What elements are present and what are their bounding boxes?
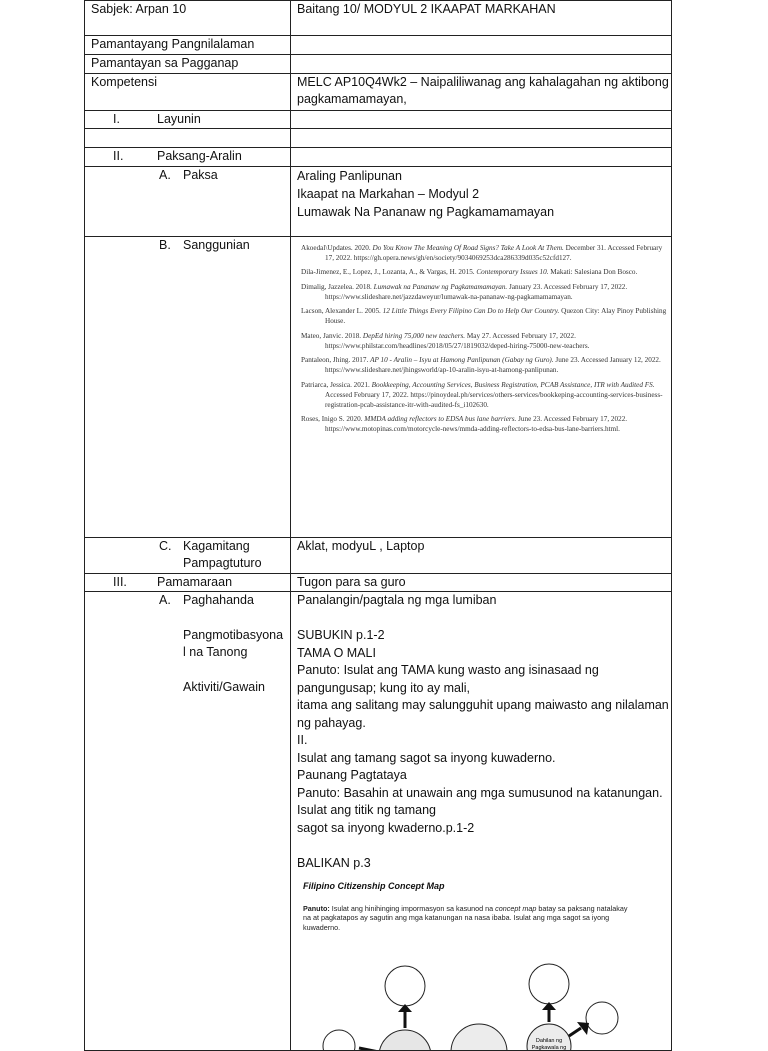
concept-node-label: Dahilan ng — [535, 1038, 563, 1044]
pamantayang-pangnilalaman-label: Pamantayang Pangnilalaman — [91, 37, 255, 51]
grade-module-label: Baitang 10/ MODYUL 2 IKAAPAT MARKAHAN — [297, 2, 556, 16]
paksang-aralin-value — [291, 148, 672, 167]
kagamitan-value-cell — [291, 537, 672, 573]
paksa-line: Araling Panlipunan — [297, 168, 402, 183]
layunin-number: I. — [113, 111, 120, 126]
concept-node-circle — [385, 966, 425, 1006]
paksa-line: Lumawak Na Pananaw ng Pagkamamamayan — [297, 204, 555, 219]
pamantayang-pangnilalaman-cell — [85, 36, 291, 55]
proc-line: Isulat ang tamang sagot sa inyong kuwaderno. — [297, 750, 556, 765]
paksa-cell — [85, 166, 291, 236]
kagamitan-label-1: Kagamitang — [183, 538, 250, 553]
paghahanda-cell — [85, 592, 291, 1051]
motibasyon-label-1: Pangmotibasyona — [183, 627, 284, 642]
proc-line: Panuto: Basahin at unawain ang mga sumusunod na katanungan. — [297, 785, 663, 800]
kompetensi-value-cell — [291, 73, 672, 110]
proc-line: sagot sa inyong kwaderno.p.1-2 — [297, 820, 475, 835]
kagamitan-label-2: Pampagtuturo — [183, 556, 262, 570]
sanggunian-letter: B. — [159, 237, 171, 252]
sanggunian-cell — [85, 236, 291, 537]
connector-arrow — [359, 1048, 379, 1050]
paksa-value-cell — [291, 166, 672, 236]
reference-entry: Dila-Jimenez, E., Lopez, J., Lozanta, A., & Vargas, H. 2015. Contemporary Issues 10. Makati: Salesiana Don Bosco. — [301, 268, 638, 276]
motibasyon-label-2: l na Tanong — [183, 645, 248, 659]
reference-entry: Akoedal\Updates. 2020. Do You Know The Meaning Of Road Signs? Take A Look At Them. December 31. Accessed February 17, 2022. https://gh.opera.news/gh/en/society/9034069253dca286339d035c52cfd127. — [301, 243, 663, 262]
proc-line: Panalangin/pagtala ng mga lumiban — [297, 593, 497, 607]
connector-arrow — [569, 1028, 581, 1036]
proc-line — [297, 837, 671, 855]
kompetensi-value: MELC AP10Q4Wk2 – Naipaliliwanag ang kahalagahan ng aktibong pagkamamamayan, — [297, 74, 669, 106]
references-cell — [291, 236, 672, 537]
reference-entry: Lacson, Alexander L. 2005. 12 Little Things Every Filipino Can Do to Help Our Country. Quezon City: Alay Pinoy Publishing House. — [301, 307, 667, 325]
concept-center-circle — [451, 1024, 507, 1050]
subject-label: Sabjek: Arpan 10 — [91, 2, 187, 16]
kagamitan-letter: C. — [159, 538, 172, 553]
sanggunian-label: Sanggunian — [183, 237, 250, 252]
reference-entry: Mateo, Janvic. 2018. DepEd hiring 75,000 new teachers. May 27. Accessed February 17, 2022. https://www.philstar.com/headlines/2018/05/27/1819032/deped-hiring-75000-new-teachers. — [301, 331, 590, 350]
kompetensi-label: Kompetensi — [91, 74, 158, 89]
concept-map-figure — [297, 878, 671, 1050]
blank-cell-left — [85, 129, 291, 148]
layunin-value — [291, 110, 672, 129]
pamamaraan-number: III. — [113, 574, 127, 589]
proc-line: itama ang salitang may salungguhit upang maiwasto ang nilalaman ng pahayag. — [297, 698, 669, 730]
concept-node-circle — [529, 964, 569, 1004]
kagamitan-cell — [85, 537, 291, 573]
pamantayan-sa-pagganap-label: Pamantayan sa Pagganap — [91, 56, 239, 70]
proc-line: Panuto: Isulat ang TAMA kung wasto ang isinasaad ng pangungusap; kung ito ay mali, — [297, 663, 599, 695]
concept-center-circle — [379, 1030, 431, 1050]
paghahanda-letter: A. — [159, 593, 171, 607]
concept-map-title: Filipino Citizenship Concept Map — [303, 881, 445, 891]
paksang-aralin-number: II. — [113, 149, 124, 163]
proc-line — [297, 610, 671, 628]
kagamitan-value: Aklat, modyuL , Laptop — [297, 538, 425, 553]
reference-entry: Dimalig, Jazzelea. 2018. Lumawak na Pananaw ng Pagkamamamayan. January 23. Accessed February 17, 2022. https://www.slideshare.net/jazzdaweyur/lumawak-na-pananaw-ng-pagkamamamayan. — [301, 282, 628, 301]
proc-line: Isulat ang titik ng tamang — [297, 803, 436, 817]
reference-entry: Pantaleon, Jhing. 2017. AP 10 - Aralin – Isyu at Hamong Panlipunan (Gabay ng Guro). June 23. Accessed January 12, 2022. https://www.slideshare.net/jhingsworld/ap-10-aralin-isyu-at-hamong-panlipunan. — [301, 356, 661, 374]
paksa-letter: A. — [159, 167, 171, 182]
grade-module-cell — [291, 1, 672, 36]
pamamaraan-value: Tugon para sa guro — [297, 574, 406, 589]
layunin-label: Layunin — [157, 111, 201, 126]
proc-line: BALIKAN p.3 — [297, 855, 371, 870]
pamantayang-pangnilalaman-value — [291, 36, 672, 55]
aktiviti-label: Aktiviti/Gawain — [183, 679, 265, 694]
reference-entry: Patriarca, Jessica. 2021. Bookkeeping, Accounting Services, Business Registration, PCAB Assistance, ITR with Audited FS. Accessed February 17, 2022. https://pinoydeal.ph/services/others-services/bookkeping-accounting-services-business-registration-pcab-assistance-itr-with-audited-fs_i102630. — [301, 380, 663, 409]
concept-map-diagram — [297, 940, 667, 1050]
pamamaraan-cell — [85, 573, 291, 592]
pamantayan-sa-pagganap-cell — [85, 55, 291, 74]
subject-cell — [85, 1, 291, 36]
paksang-aralin-label: Paksang-Aralin — [157, 149, 242, 163]
kompetensi-cell — [85, 73, 291, 110]
pamamaraan-value-cell — [291, 573, 672, 592]
blank-cell-right — [291, 129, 672, 148]
concept-map-directions: Panuto: Isulat ang hinihinging impormasyon sa kasunod na concept map batay sa paksang natalakay na at pagkatapos ay sagutin ang mga katanungan na nasa ibaba. Isulat ang mga sagot sa iyong kuwaderno. — [303, 903, 628, 932]
concept-node-circle — [586, 1002, 618, 1034]
paksa-label: Paksa — [183, 167, 218, 182]
procedure-cell — [291, 592, 672, 1051]
paksang-aralin-cell — [85, 148, 291, 167]
layunin-cell — [85, 110, 291, 129]
proc-line: Paunang Pagtataya — [297, 768, 407, 782]
references-list — [297, 237, 671, 435]
paksa-line: Ikaapat na Markahan – Modyul 2 — [297, 186, 480, 201]
proc-line: II. — [297, 733, 308, 747]
proc-line: TAMA O MALI — [297, 645, 376, 660]
pamamaraan-label: Pamamaraan — [157, 574, 233, 589]
concept-node-label: Pagkawala ng — [531, 1045, 567, 1050]
reference-entry: Roses, Inigo S. 2020. MMDA adding reflectors to EDSA bus lane barriers. June 23. Accessed February 17, 2022. https://www.motopinas.com/motorcycle-news/mmda-adding-reflectors-to-edsa-bus-lane-barriers.html. — [301, 415, 628, 433]
lesson-plan-table — [84, 0, 672, 1051]
paghahanda-label: Paghahanda — [183, 593, 254, 607]
pamantayan-sa-pagganap-value — [291, 55, 672, 74]
concept-node-circle — [323, 1030, 355, 1050]
proc-line: SUBUKIN p.1-2 — [297, 628, 385, 642]
